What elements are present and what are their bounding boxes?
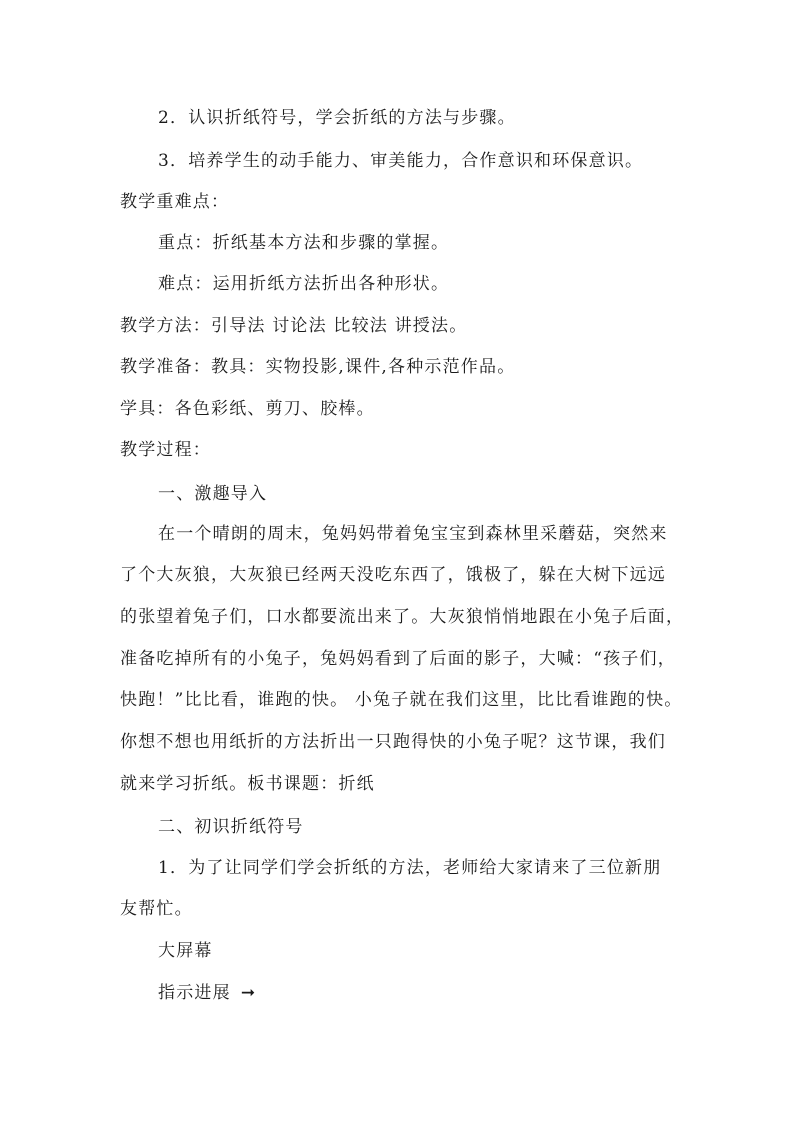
teaching-prep: 教学准备：教具：实物投影,课件,各种示范作品。 bbox=[120, 357, 516, 377]
arrow-right-icon: ➞ bbox=[240, 983, 257, 1003]
section-2-heading: 二、初识折纸符号 bbox=[158, 817, 304, 837]
instruction-label: 指示进展 bbox=[158, 983, 231, 1003]
story-line-1: 在一个晴朗的周末，兔妈妈带着兔宝宝到森林里采蘑菇，突然来 bbox=[158, 524, 668, 544]
teaching-methods: 教学方法：引导法 讨论法 比较法 讲授法。 bbox=[120, 316, 468, 336]
story-line-6: 你想不想也用纸折的方法折出一只跑得快的小兔子呢？这节课，我们 bbox=[120, 732, 666, 752]
difficult-point: 难点：运用折纸方法折出各种形状。 bbox=[158, 274, 450, 294]
section-2-line-2: 友帮忙。 bbox=[120, 899, 193, 919]
story-line-7: 就来学习折纸。板书课题：折纸 bbox=[120, 774, 375, 794]
instruction-line bbox=[158, 982, 256, 1004]
story-line-5: 快跑！”比比看，谁跑的快。 小兔子就在我们这里，比比看谁跑的快。 bbox=[120, 690, 683, 710]
story-line-3: 的张望着兔子们，口水都要流出来了。大灰狼悄悄地跟在小兔子后面， bbox=[120, 607, 685, 627]
key-point: 重点：折纸基本方法和步骤的掌握。 bbox=[158, 233, 450, 253]
story-line-4: 准备吃掉所有的小兔子，兔妈妈看到了后面的影子，大喊：“孩子们， bbox=[120, 649, 676, 669]
process-heading: 教学过程： bbox=[120, 440, 211, 460]
objective-3: 3．培养学生的动手能力、审美能力，合作意识和环保意识。 bbox=[158, 151, 644, 171]
story-line-2: 了个大灰狼，大灰狼已经两天没吃东西了，饿极了，躲在大树下远远 bbox=[120, 565, 666, 585]
key-points-heading: 教学重难点： bbox=[120, 192, 230, 212]
student-tools: 学具：各色彩纸、剪刀、胶棒。 bbox=[120, 399, 375, 419]
section-2-line-1: 1．为了让同学们学会折纸的方法，老师给大家请来了三位新朋 bbox=[158, 858, 662, 878]
objective-2: 2．认识折纸符号，学会折纸的方法与步骤。 bbox=[158, 108, 516, 128]
big-screen-label: 大屏幕 bbox=[158, 941, 213, 961]
section-1-heading: 一、激趣导入 bbox=[158, 484, 268, 504]
